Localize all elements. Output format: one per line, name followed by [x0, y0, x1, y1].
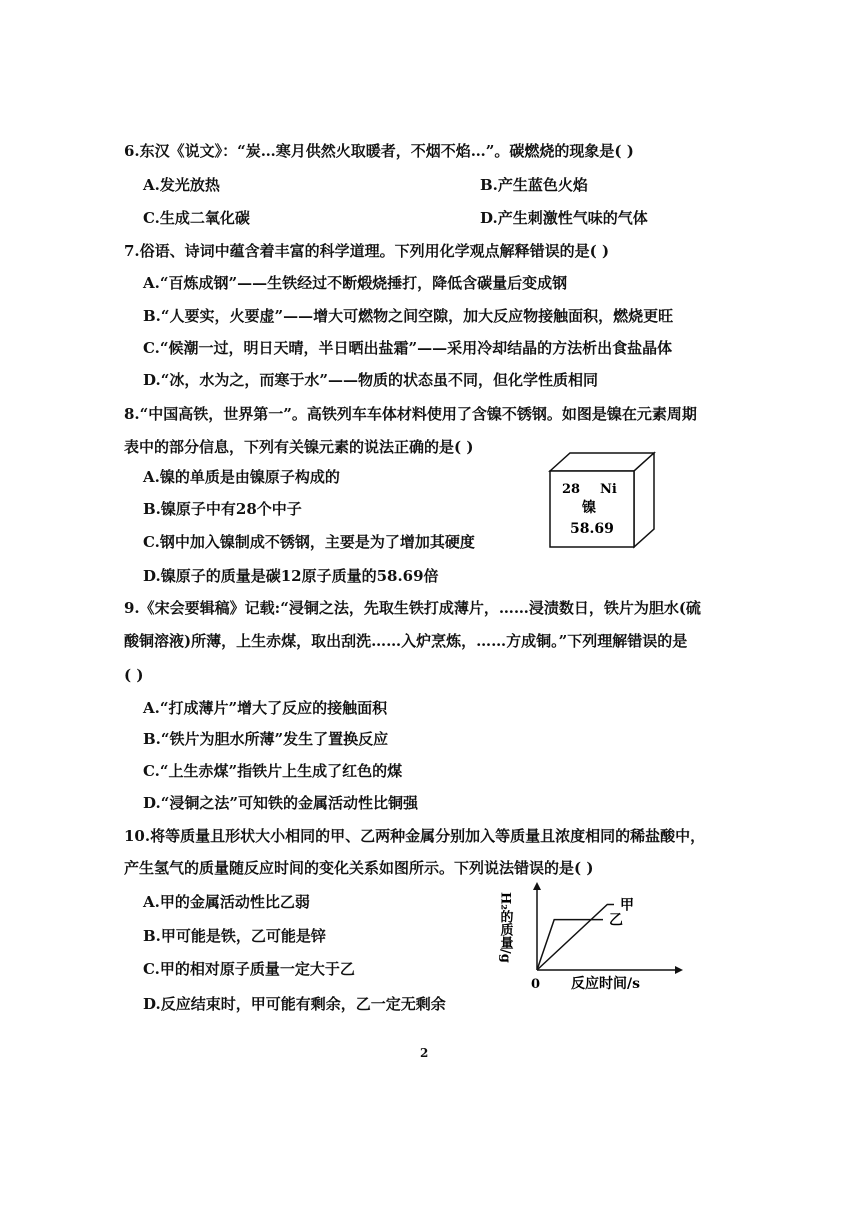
x-axis-label: 反应时间/s	[571, 976, 640, 992]
q9-stem-line3: ( )	[124, 666, 144, 684]
element-symbol: Ni	[600, 482, 617, 497]
q9-stem-line2: 酸铜溶液)所薄，上生赤煤，取出刮洗……入炉烹炼，……方成铜。”下列理解错误的是	[124, 632, 688, 650]
q8-stem-line1: 8.“中国高铁，世界第一”。高铁列车车体材料使用了含镍不锈钢。如图是镍在元素周期	[124, 405, 697, 423]
q8-stem-line2: 表中的部分信息，下列有关镍元素的说法正确的是( )	[124, 438, 474, 456]
q10-option-d: D.反应结束时，甲可能有剩余，乙一定无剩余	[143, 995, 446, 1013]
q9-option-c: C.“上生赤煤”指铁片上生成了红色的煤	[143, 762, 403, 780]
y-axis-arrow	[533, 882, 541, 890]
q7-stem: 7.俗语、诗词中蕴含着丰富的科学道理。下列用化学观点解释错误的是( )	[124, 242, 610, 260]
origin-label: 0	[531, 977, 541, 992]
y-axis-label: H₂的质量/g	[497, 892, 513, 963]
q6-option-c: C.生成二氧化碳	[143, 209, 250, 227]
q9-option-b: B.“铁片为胆水所薄”发生了置换反应	[143, 730, 389, 748]
q6-option-b: B.产生蓝色火焰	[480, 176, 588, 194]
q10-stem-line2: 产生氢气的质量随反应时间的变化关系如图所示。下列说法错误的是( )	[124, 859, 594, 877]
q8-option-c: C.钢中加入镍制成不锈钢，主要是为了增加其硬度	[143, 533, 475, 551]
q6-option-d: D.产生刺激性气味的气体	[480, 209, 648, 227]
element-mass: 58.69	[570, 521, 614, 537]
q10-stem-line1: 10.将等质量且形状大小相同的甲、乙两种金属分别加入等质量且浓度相同的稀盐酸中，	[124, 827, 706, 845]
nickel-element-cube	[548, 451, 658, 555]
q7-option-a: A.“百炼成钢”——生铁经过不断煅烧捶打，降低含碳量后变成钢	[143, 274, 568, 292]
series-label-2: 乙	[609, 912, 623, 929]
q10-option-a: A.甲的金属活动性比乙弱	[143, 893, 310, 911]
q8-option-d: D.镍原子的质量是碳12原子质量的58.69倍	[143, 567, 439, 585]
q7-option-c: C.“候潮一过，明日天晴，半日晒出盐霜”——采用冷却结晶的方法析出食盐晶体	[143, 339, 673, 357]
series-line-2	[537, 920, 603, 970]
q7-option-d: D.“冰，水为之，而寒于水”——物质的状态虽不同，但化学性质相同	[143, 371, 598, 389]
series-label-1: 甲	[620, 897, 634, 914]
element-number: 28	[562, 482, 581, 497]
q9-option-d: D.“浸铜之法”可知铁的金属活动性比铜强	[143, 794, 418, 812]
q10-option-b: B.甲可能是铁，乙可能是锌	[143, 927, 326, 945]
x-axis-arrow	[675, 966, 683, 974]
q6-stem: 6.东汉《说文》：“炭…寒月供然火取暖者，不烟不焰…”。碳燃烧的现象是( )	[124, 142, 634, 160]
page-number: 2	[420, 1046, 429, 1060]
q7-option-b: B.“人要实，火要虚”——增大可燃物之间空隙，加大反应物接触面积，燃烧更旺	[143, 307, 674, 325]
element-name: 镍	[582, 500, 596, 516]
q6-option-a: A.发光放热	[143, 176, 220, 194]
q9-stem-line1: 9.《宋会要辑稿》记载:“浸铜之法，先取生铁打成薄片，……浸渍数日，铁片为胆水(硫	[124, 599, 701, 617]
q9-option-a: A.“打成薄片”增大了反应的接触面积	[143, 699, 388, 717]
q8-option-a: A.镍的单质是由镍原子构成的	[143, 468, 340, 486]
hydrogen-mass-graph	[497, 880, 685, 996]
q8-option-b: B.镍原子中有28个中子	[143, 500, 302, 518]
q10-option-c: C.甲的相对原子质量一定大于乙	[143, 960, 355, 978]
